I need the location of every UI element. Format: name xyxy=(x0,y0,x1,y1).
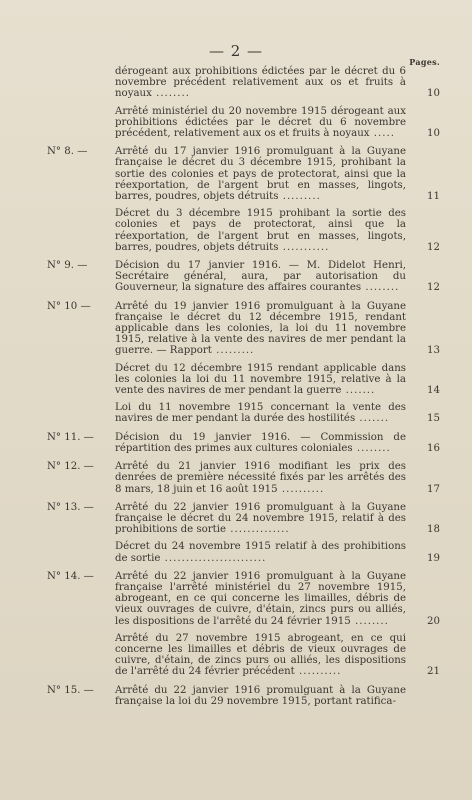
entry-text: Arrêté du 22 janvier 1916 promulguant à la Guyane française la loi du 29 novembre 1915, portant ratifica- xyxy=(115,684,406,707)
entry-page: 10 xyxy=(427,88,440,100)
toc-entry xyxy=(115,633,440,678)
entry-page: 14 xyxy=(427,385,440,397)
leader-dots: ......... xyxy=(278,191,321,203)
entry-page: 13 xyxy=(427,345,440,357)
pages-column-label: Pages. xyxy=(409,57,440,67)
entry-page: 17 xyxy=(427,483,440,495)
table-of-contents xyxy=(0,66,472,707)
toc-entry xyxy=(47,501,440,536)
entry-number: N° 12. — xyxy=(47,461,94,473)
entry-page: 12 xyxy=(427,282,440,294)
entry-page: 20 xyxy=(427,615,440,627)
entry-page: 18 xyxy=(427,524,440,536)
toc-entry xyxy=(115,208,440,253)
entry-text: Décret du 12 décembre 1915 rendant applicable dans les colonies la loi du 11 novembre 1915, relative à la vente des navires de mer pendant la guerre xyxy=(115,362,406,397)
leader-dots: ........ xyxy=(151,88,190,100)
toc-entry xyxy=(115,106,440,140)
toc-entry xyxy=(47,300,440,357)
leader-dots: ......... xyxy=(211,345,255,357)
page-number: — 2 — xyxy=(208,42,264,60)
toc-entry xyxy=(115,363,440,397)
toc-entry xyxy=(47,461,440,495)
leader-dots: ........ xyxy=(352,442,391,454)
entry-number: N° 14. — xyxy=(47,570,94,582)
toc-entry xyxy=(47,570,440,627)
entry-text: Arrêté du 21 janvier 1916 modifiant les prix des denrées de première nécessité fixés par les arrêtés des 8 mars, 18 juin et 16 août 1915 xyxy=(115,461,406,495)
entry-text: Décret du 24 novembre 1915 relatif à des prohibitions de sortie xyxy=(115,541,406,564)
toc-entry xyxy=(47,684,440,707)
entry-text: Arrêté du 19 janvier 1916 promulguant à la Guyane française le décret du 12 décembre 1915, rendant applicable dans les colonies, la loi du 11 novembre 1915, relative à la vente des navires de mer pendant la guerre. — Rapport xyxy=(115,300,406,357)
leader-dots: ........................ xyxy=(160,552,267,564)
entry-text: Décision du 17 janvier 1916. — M. Didelot Henri, Secrétaire général, aura, par autorisation du Gouverneur, la signature des affaires courantes xyxy=(115,260,406,294)
leader-dots: ....... xyxy=(355,413,390,425)
entry-number: N° 13. — xyxy=(47,501,94,513)
toc-entry xyxy=(47,431,440,454)
leader-dots: ........... xyxy=(278,241,330,253)
leader-dots: ....... xyxy=(341,385,376,397)
entry-text: dérogeant aux prohibitions édictées par le décret du 6 novembre précédent relativement aux os et fruits à noyaux xyxy=(115,66,406,100)
toc-entry xyxy=(115,66,440,100)
entry-number: N° 8. — xyxy=(47,146,88,158)
toc-entry xyxy=(47,146,440,203)
entry-text: Arrêté du 27 novembre 1915 abrogeant, en ce qui concerne les limailles et débris de vieux ouvrages de cuivre, d'étain, de zincs purs ou alliés, les dispositions de l'arrêté du 24 février précédent xyxy=(115,632,406,678)
entry-page: 12 xyxy=(427,241,440,253)
toc-entry xyxy=(47,260,440,294)
leader-dots: ........ xyxy=(361,282,400,294)
leader-dots: ........ xyxy=(350,615,389,627)
entry-page: 19 xyxy=(427,552,440,564)
entry-text: Arrêté ministériel du 20 novembre 1915 dérogeant aux prohibitions édictées par le décret du 6 novembre précédent, relativement aux os et fruits à noyaux xyxy=(115,105,406,140)
entry-page: 16 xyxy=(427,442,440,454)
toc-entry xyxy=(115,402,440,424)
entry-text: Arrêté du 22 janvier 1916 promulguant à la Guyane française le décret du 24 novembre 1915, relatif à des prohibitions de sortie xyxy=(115,501,406,536)
entry-text: Arrêté du 17 janvier 1916 promulguant à la Guyane française le décret du 3 décembre 1915, prohibant la sortie des colonies et pays de protectorat, ainsi que la réexportation, de l'argent brut en masses, lingots, barres, poudres, objets détruits xyxy=(115,146,406,203)
leader-dots: .......... xyxy=(294,666,342,678)
entry-text: Arrêté du 22 janvier 1916 promulguant à la Guyane française l'arrêté ministériel du 27 novembre 1915, abrogeant, en ce qui concerne les limailles, débris de vieux ouvrages de cuivre, d'étain, zincs purs ou alliés, les dispositions de l'arrêté du 24 février 1915 xyxy=(115,570,406,627)
entry-page: 21 xyxy=(427,666,440,678)
entry-page: 10 xyxy=(427,128,440,140)
entry-number: N° 9. — xyxy=(47,260,88,272)
entry-text: Décret du 3 décembre 1915 prohibant la sortie des colonies et pays de protectorat, ainsi que la réexportation, de l'argent brut en masses, lingots, barres, poudres, objets détruits xyxy=(115,208,406,253)
toc-entry xyxy=(115,541,440,563)
leader-dots: .............. xyxy=(226,524,290,536)
entry-number: N° 11. — xyxy=(47,431,94,443)
entry-text: Décision du 19 janvier 1916. — Commission de répartition des primes aux cultures coloniales xyxy=(115,431,406,454)
entry-number: N° 15. — xyxy=(47,684,94,696)
entry-page: 11 xyxy=(427,191,440,203)
entry-page: 15 xyxy=(427,413,440,425)
leader-dots: ..... xyxy=(369,128,395,140)
entry-number: N° 10 — xyxy=(47,300,91,312)
leader-dots: .......... xyxy=(277,483,325,495)
entry-text: Loi du 11 novembre 1915 concernant la vente des navires de mer pendant la durée des hostilités xyxy=(115,402,406,425)
